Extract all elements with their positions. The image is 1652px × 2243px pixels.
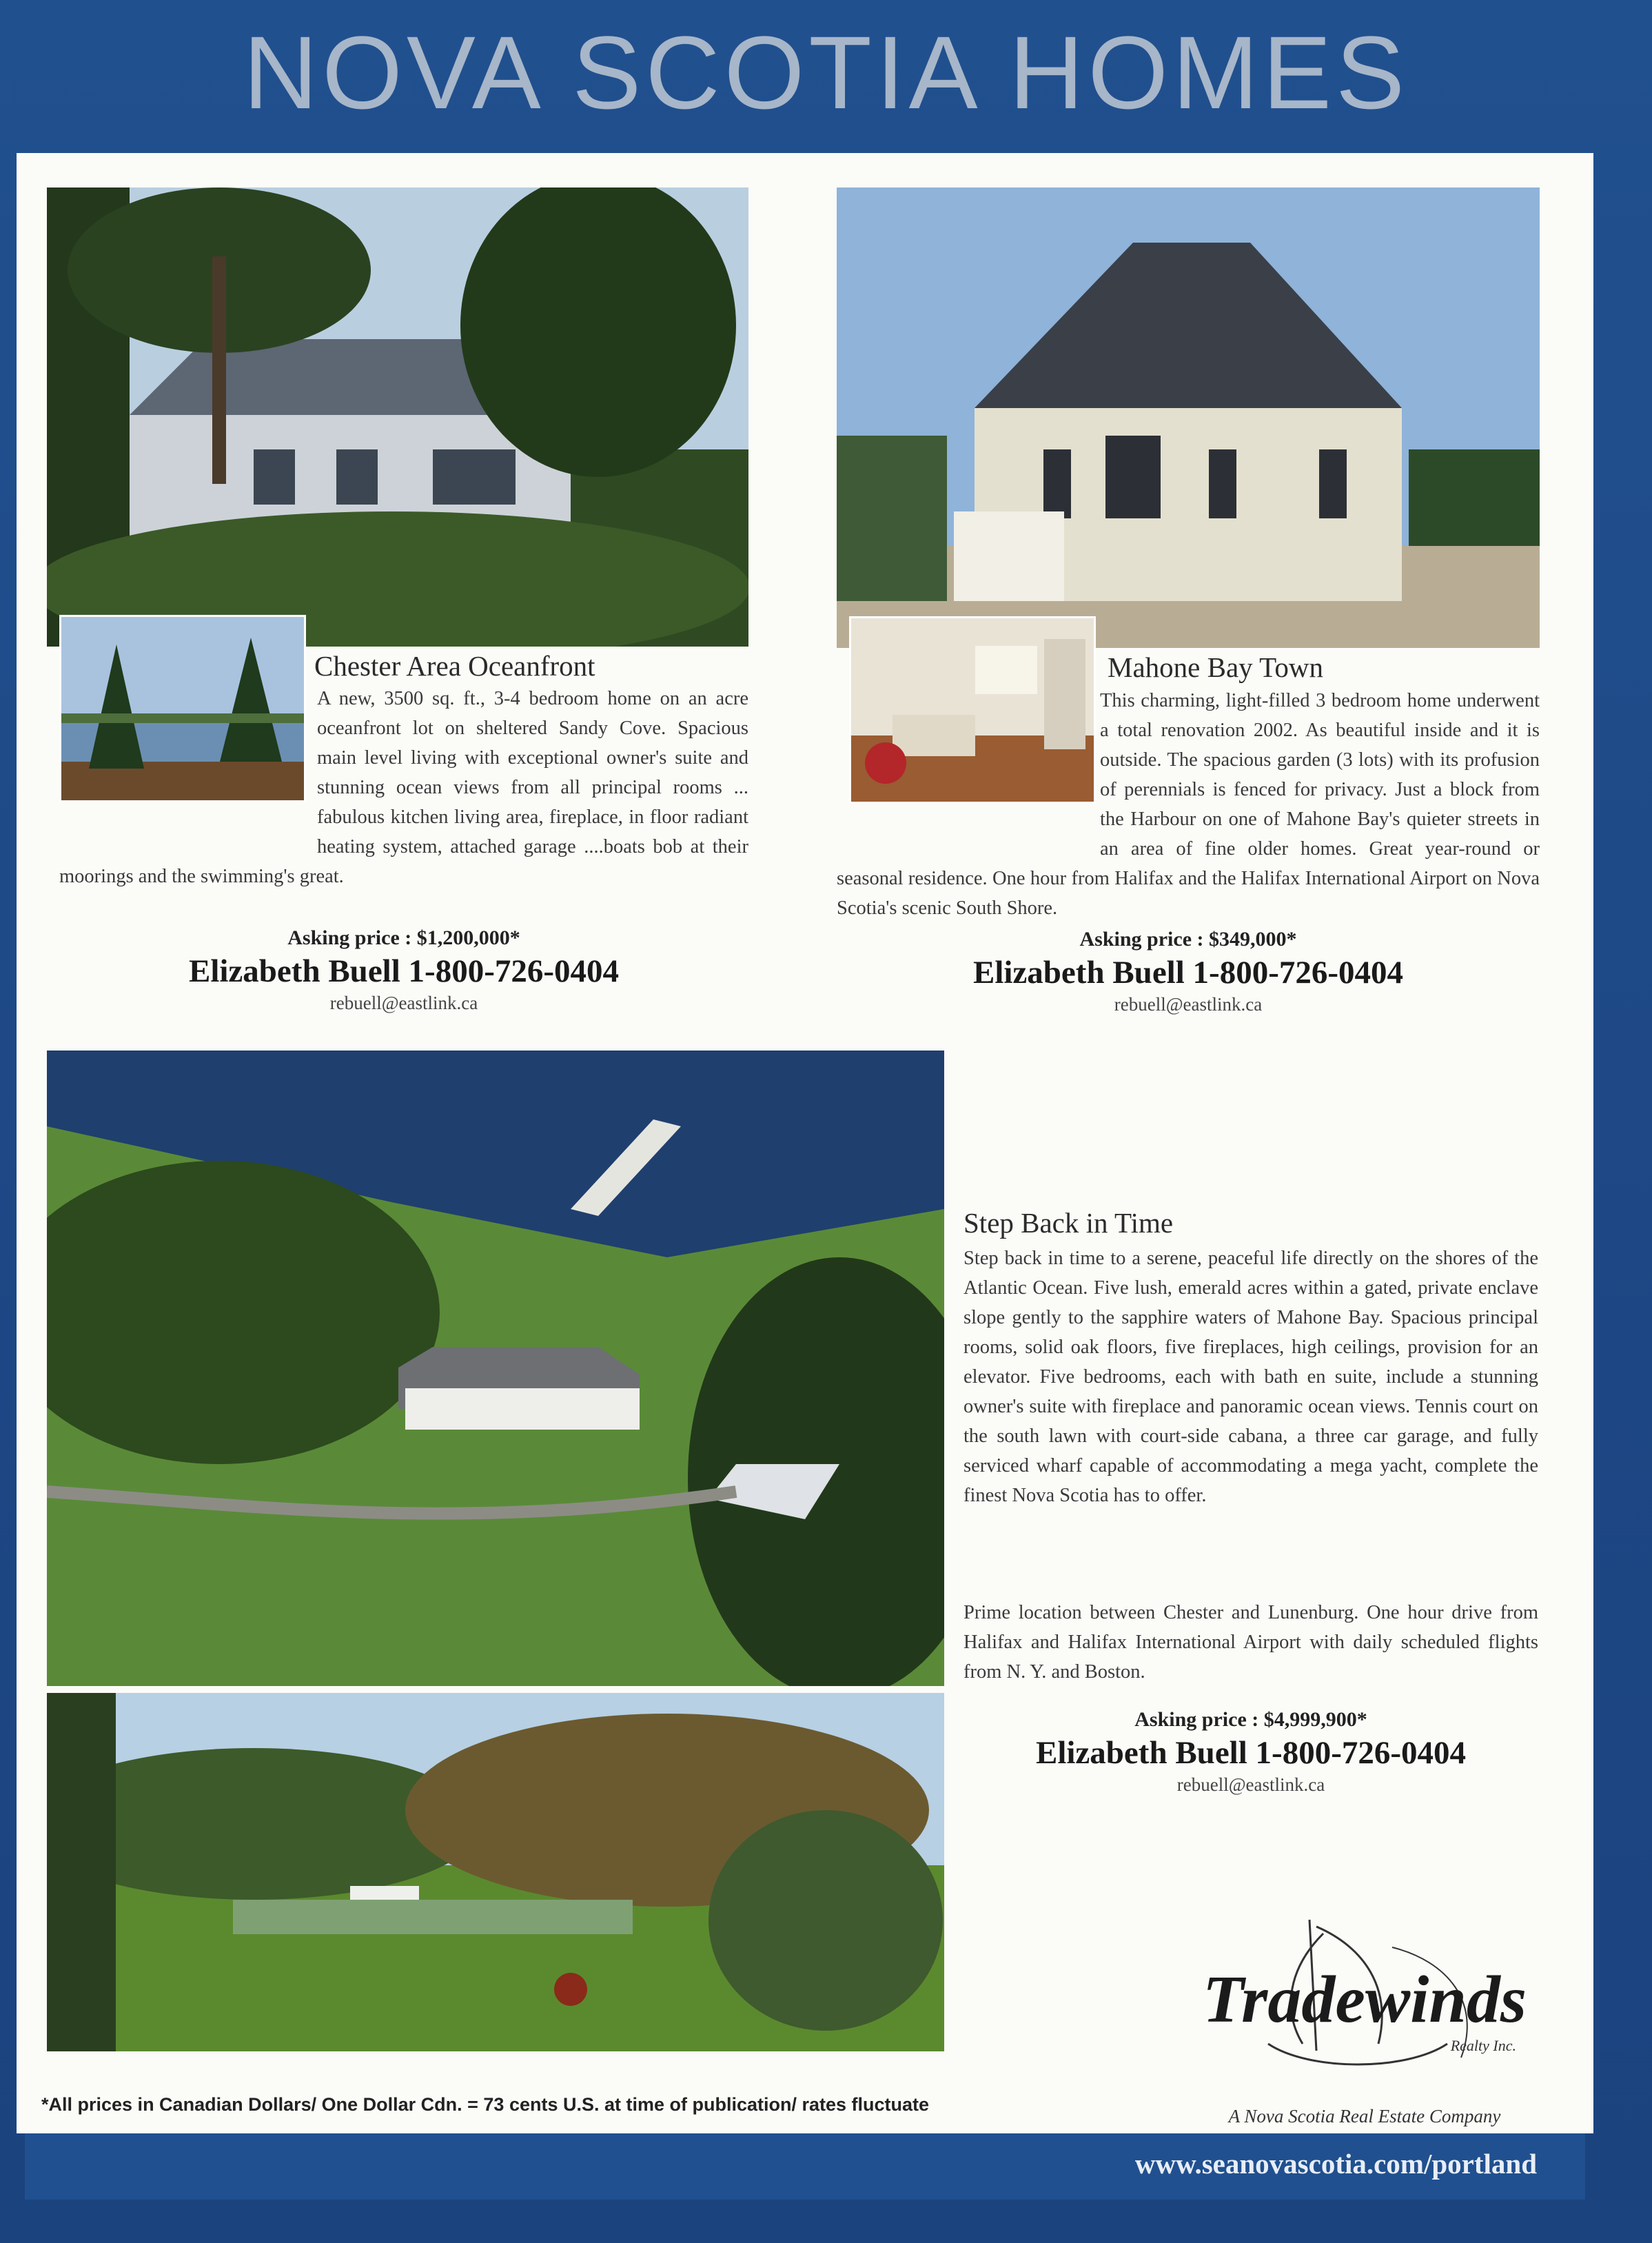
listing-description-text: A new, 3500 sq. ft., 3-4 bedroom home on an acre oceanfront lot on sheltered Sandy Cove. Spacious main level living with exceptional owner's suite and stunning ocean views from all principal rooms ... fabulous kitchen living area, fireplace, in floor radiant heating system, attached garage ....boats bob at their moorings and the swimming's great. xyxy=(59,688,748,887)
listing-description-location: Prime location between Chester and Lunenburg. One hour drive from Halifax and Halifax International Airport with daily scheduled flights from N. Y. and Boston. xyxy=(963,1602,1538,1683)
listing-description-text: This charming, light-filled 3 bedroom home underwent a total renovation 2002. As beautiful inside and it is outside. The spacious garden (3 lots) with its profusion of perennials is fenced for privacy. Just a block from the Harbour on one of Mahone Bay's quieter streets in an area of fine older homes. Great year-round or seasonal residence. One hour from Halifax and the Halifax International Airport on Nova Scotia's scenic South Shore. xyxy=(837,690,1540,919)
footer-bar xyxy=(25,2133,1585,2200)
content-panel xyxy=(17,153,1593,2133)
listing-price: Asking price : $349,000* xyxy=(1079,928,1297,951)
company-tagline: A Nova Scotia Real Estate Company xyxy=(1228,2106,1501,2127)
listing-description xyxy=(837,686,1540,923)
listing-title: Step Back in Time xyxy=(963,1207,1174,1239)
listing-price: Asking price : $1,200,000* xyxy=(287,926,520,949)
listing-title: Mahone Bay Town xyxy=(1108,651,1323,683)
page-title: NOVA SCOTIA HOMES xyxy=(243,14,1409,130)
agent-email-link[interactable]: rebuell@eastlink.ca xyxy=(1176,1774,1325,1795)
website-link[interactable]: www.seanovascotia.com/portland xyxy=(1134,2148,1537,2180)
agent-email-link[interactable]: rebuell@eastlink.ca xyxy=(329,993,478,1013)
listing-title: Chester Area Oceanfront xyxy=(314,650,595,682)
tradewinds-logo xyxy=(1185,1906,1544,2085)
agent-email-link[interactable]: rebuell@eastlink.ca xyxy=(1114,994,1263,1015)
agent-contact: Elizabeth Buell 1-800-726-0404 xyxy=(188,953,620,989)
listing-description xyxy=(59,684,748,891)
chester-house-photo xyxy=(47,187,748,647)
svg-text:Tradewinds: Tradewinds xyxy=(1202,1962,1527,2037)
estate-aerial-photo xyxy=(47,1051,944,1686)
mahone-bay-house-photo xyxy=(837,187,1540,648)
agent-contact: Elizabeth Buell 1-800-726-0404 xyxy=(972,955,1404,991)
svg-text:Realty Inc.: Realty Inc. xyxy=(1450,2037,1516,2054)
estate-tennis-lawn-photo xyxy=(47,1693,944,2051)
listing-description: Step back in time to a serene, peaceful life directly on the shores of the Atlantic Ocean. Five lush, emerald acres within a gated, private enclave slope gently to the sapphire waters of Mahone Bay. Spacious principal rooms, solid oak floors, five fireplaces, high ceilings, provision for an elevator. Five bedrooms, each with bath en suite, include a stunning owner's suite with fireplace and panoramic ocean views. Tennis court on the south lawn with court-side cabana, a three car garage, and fully serviced wharf capable of accommodating a mega yacht, complete the finest Nova Scotia has to offer. xyxy=(963,1248,1538,1506)
listing-price: Asking price : $4,999,900* xyxy=(1134,1708,1367,1731)
agent-contact: Elizabeth Buell 1-800-726-0404 xyxy=(1035,1735,1467,1771)
price-footnote: *All prices in Canadian Dollars/ One Dollar Cdn. = 73 cents U.S. at time of publication/ rates fluctuate xyxy=(41,2094,930,2115)
